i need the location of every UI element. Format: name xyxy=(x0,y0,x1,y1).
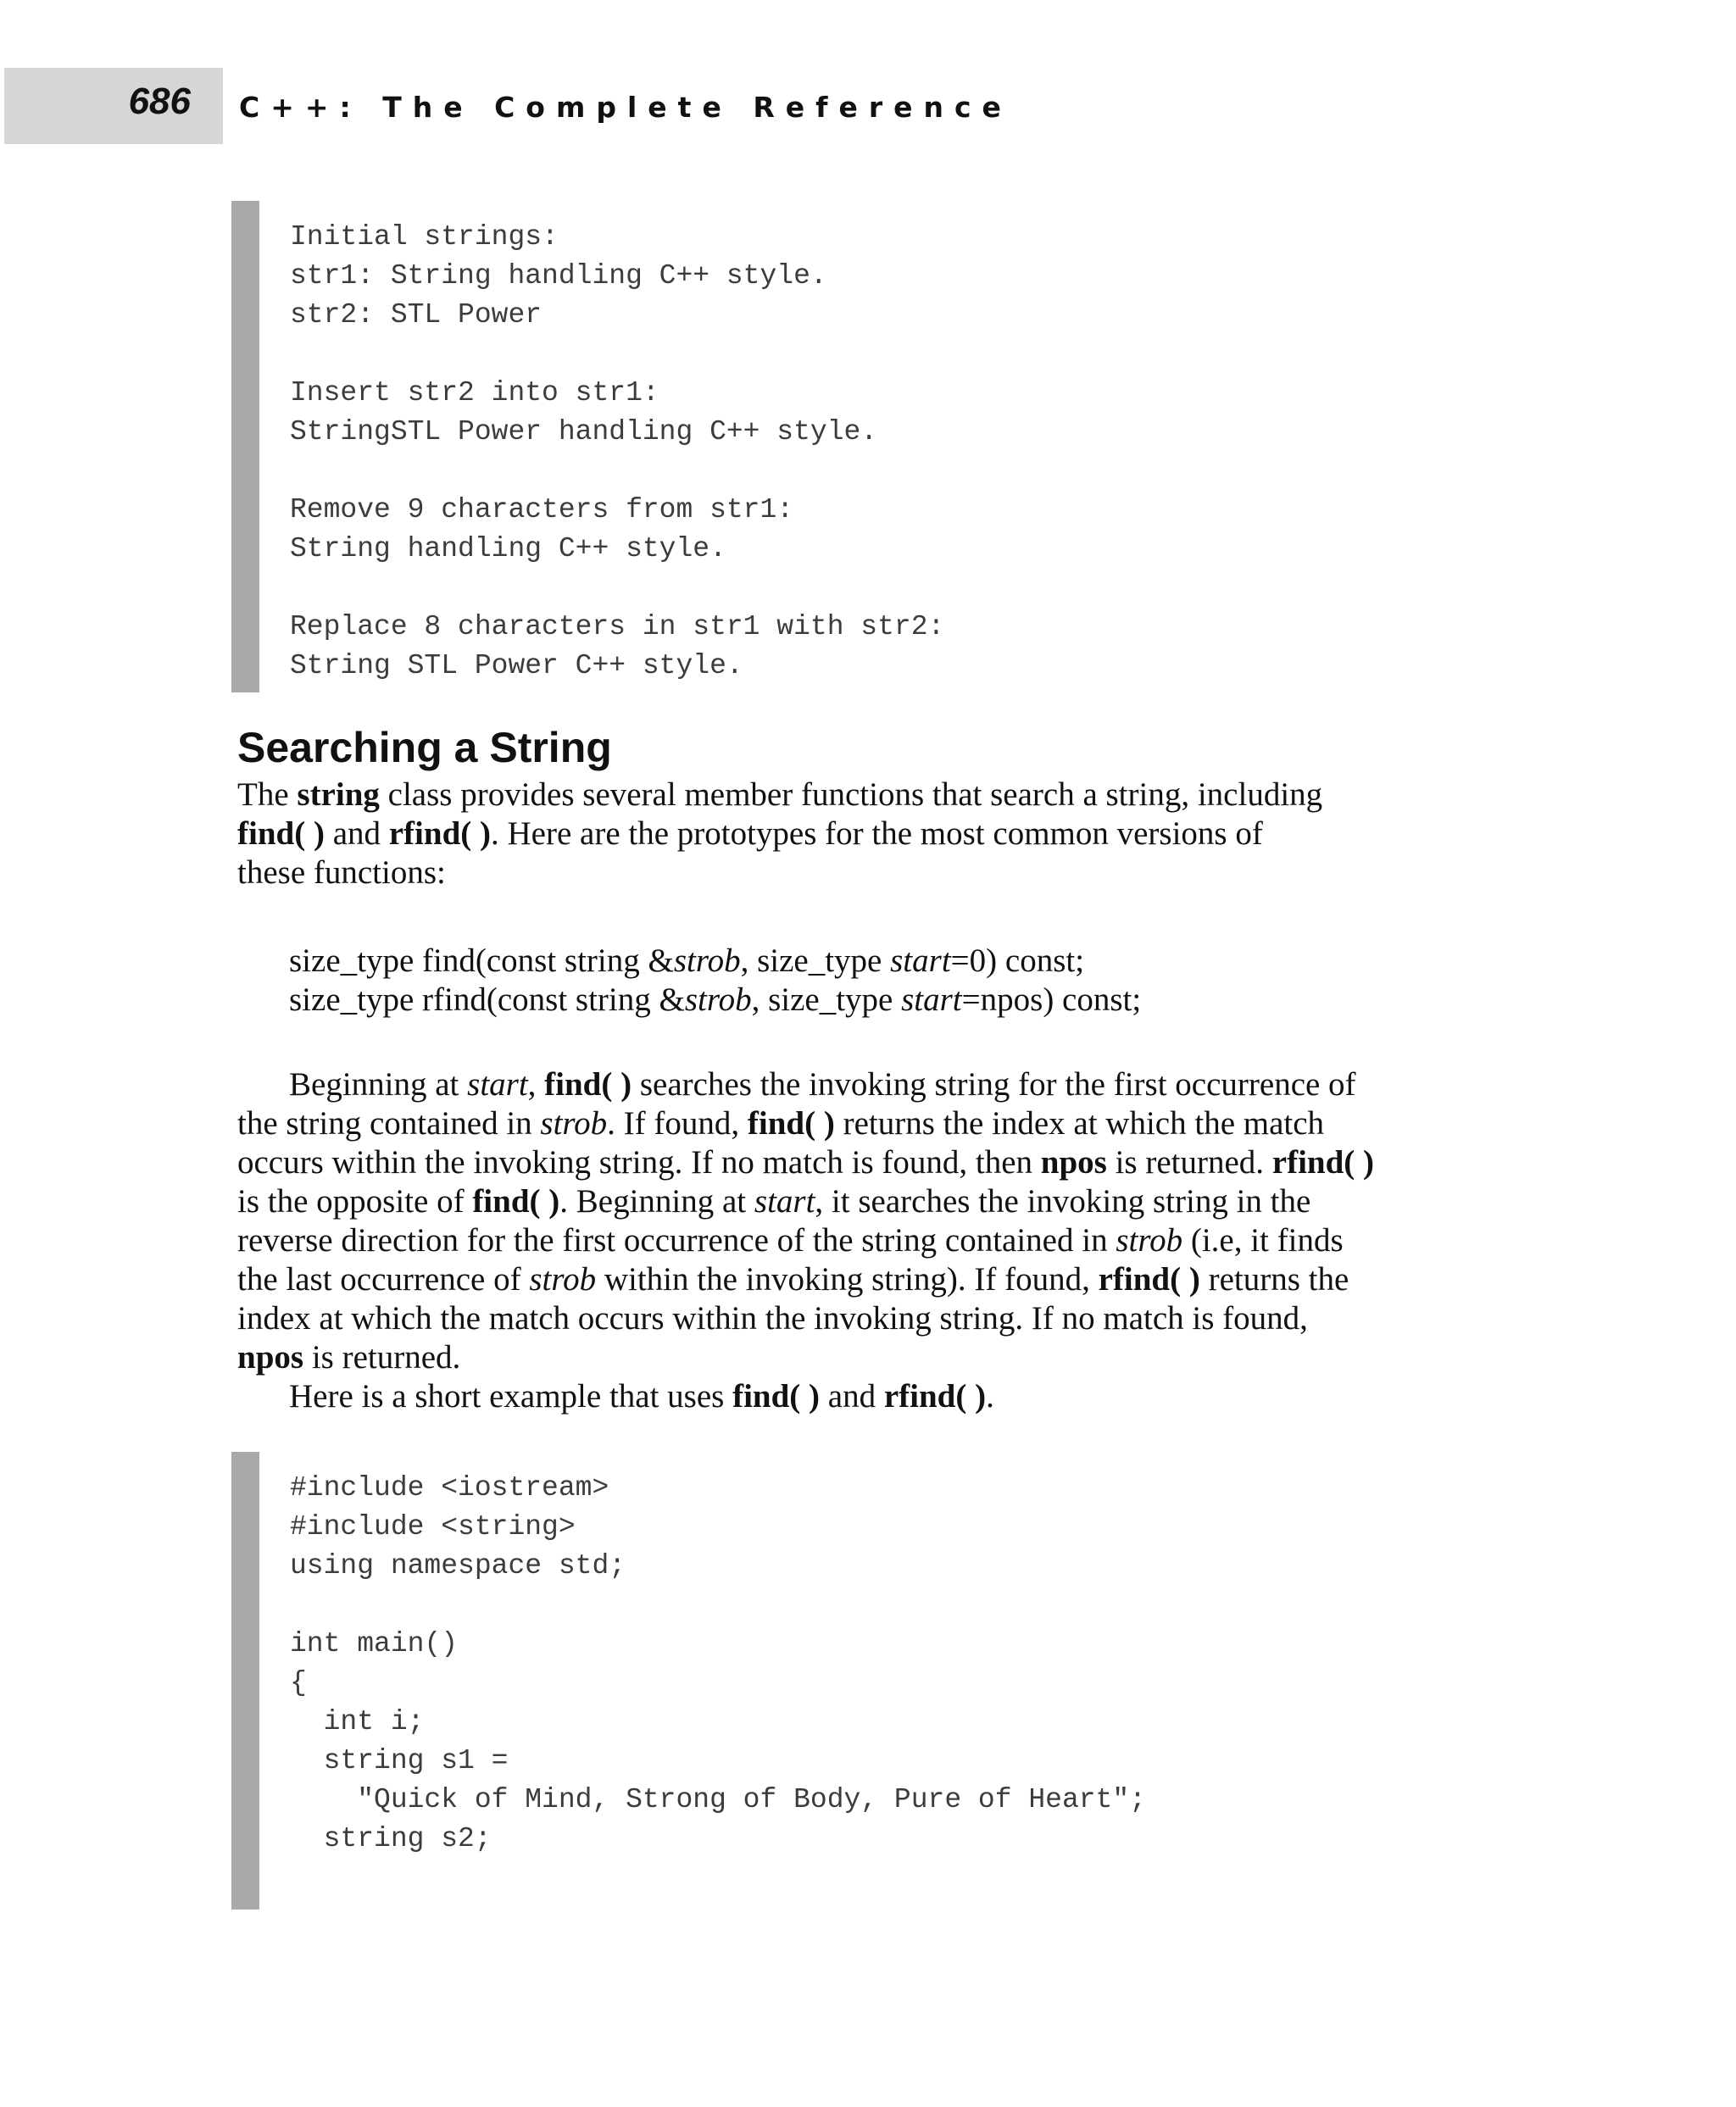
code-line: using namespace std; xyxy=(290,1550,626,1582)
code-line: int i; xyxy=(290,1706,425,1737)
text-run: . If found, xyxy=(607,1105,748,1142)
text-run: The xyxy=(237,776,298,813)
text-run: the string contained in xyxy=(237,1105,541,1142)
text-run: , size_type xyxy=(740,942,891,979)
text-run: =0) const; xyxy=(950,942,1085,979)
output-block xyxy=(231,201,944,692)
text-run: . xyxy=(986,1378,994,1415)
section-heading: Searching a String xyxy=(237,724,612,771)
code-line: "Quick of Mind, Strong of Body, Pure of Heart"; xyxy=(290,1784,1146,1815)
text-line xyxy=(237,776,1483,814)
code-term: rfind( ) xyxy=(388,815,491,852)
intro-paragraph xyxy=(237,776,1483,892)
prototype-list xyxy=(289,942,1141,1020)
text-line: index at which the match occurs within the invoking string. If no match is found, xyxy=(237,1300,1308,1337)
code-line: { xyxy=(290,1667,307,1698)
page-number: 686 xyxy=(128,81,191,122)
text-run: (i.e, it finds xyxy=(1182,1222,1344,1259)
text-line xyxy=(237,1260,1483,1299)
code-line: int main() xyxy=(290,1628,459,1659)
text-run: is the opposite of xyxy=(237,1183,473,1220)
param-name: start xyxy=(754,1183,815,1220)
param-name: start xyxy=(901,981,962,1018)
code-line: string s2; xyxy=(290,1823,492,1854)
text-run: size_type rfind(const string & xyxy=(289,981,685,1018)
code-term: rfind( ) xyxy=(1271,1144,1375,1181)
text-line xyxy=(237,1143,1483,1182)
code-term: rfind( ) xyxy=(1098,1261,1200,1298)
code-term: find( ) xyxy=(747,1105,835,1142)
code-term: find( ) xyxy=(472,1183,560,1220)
text-run: . Beginning at xyxy=(559,1183,754,1220)
code-term: rfind( ) xyxy=(883,1378,987,1415)
output-line xyxy=(259,452,944,491)
output-line xyxy=(259,569,944,608)
prototype-rfind xyxy=(289,981,1141,1020)
text-line xyxy=(237,1221,1483,1260)
param-name: strob xyxy=(673,942,741,979)
text-line xyxy=(237,1182,1483,1221)
description-paragraph xyxy=(237,1065,1483,1416)
param-name: strob xyxy=(684,981,752,1018)
output-line xyxy=(259,335,944,374)
code-term: npos xyxy=(237,1339,304,1376)
output-line: str1: String handling C++ style. xyxy=(290,260,827,292)
text-run: occurs within the invoking string. If no match is found, then xyxy=(237,1144,1041,1181)
text-run: . Here are the prototypes for the most common versions of xyxy=(491,815,1263,852)
code-line xyxy=(259,1586,1146,1625)
output-line: Remove 9 characters from str1: xyxy=(290,494,794,525)
output-line: Initial strings: xyxy=(290,221,559,253)
text-run: , it searches the invoking string in the xyxy=(815,1183,1311,1220)
code-line: #include <iostream> xyxy=(290,1472,609,1504)
output-line: String handling C++ style. xyxy=(290,533,726,564)
prototype-find xyxy=(289,942,1141,981)
text-run: , size_type xyxy=(751,981,902,1018)
param-name: strob xyxy=(1116,1222,1183,1259)
output-line: Replace 8 characters in str1 with str2: xyxy=(290,611,945,642)
code-term: find( ) xyxy=(544,1066,632,1103)
text-run: =npos) const; xyxy=(961,981,1142,1018)
param-name: strob xyxy=(529,1261,597,1298)
text-run: returns the index at which the match xyxy=(834,1105,1325,1142)
text-run: reverse direction for the first occurrence of the string contained in xyxy=(237,1222,1116,1259)
code-term: npos xyxy=(1040,1144,1107,1181)
code-line: string s1 = xyxy=(290,1745,509,1776)
output-line: StringSTL Power handling C++ style. xyxy=(290,416,878,448)
output-line: str2: STL Power xyxy=(290,299,542,331)
text-line xyxy=(237,1377,1483,1416)
text-run: , xyxy=(527,1066,545,1103)
page-number-box xyxy=(4,68,223,144)
text-run: returns the xyxy=(1199,1261,1349,1298)
code-term: find( ) xyxy=(732,1378,821,1415)
param-name: strob xyxy=(540,1105,608,1142)
text-run: size_type find(const string & xyxy=(289,942,674,979)
text-run: the last occurrence of xyxy=(237,1261,530,1298)
output-line: String STL Power C++ style. xyxy=(290,650,743,681)
text-line xyxy=(237,1104,1483,1143)
text-line xyxy=(237,1338,1483,1377)
text-line xyxy=(237,814,1483,853)
code-line: #include <string> xyxy=(290,1511,576,1543)
text-run: class provides several member functions that search a string, including xyxy=(379,776,1323,813)
param-name: start xyxy=(890,942,951,979)
running-head: C++: The Complete Reference xyxy=(239,91,1012,124)
code-term: string xyxy=(297,776,380,813)
code-term: find( ) xyxy=(237,815,325,852)
text-run: searches the invoking string for the first occurrence of xyxy=(632,1066,1356,1103)
text-run: and xyxy=(324,815,389,852)
param-name: start xyxy=(467,1066,528,1103)
text-line: these functions: xyxy=(237,854,446,891)
text-run: is returned. xyxy=(303,1339,461,1376)
text-run: and xyxy=(820,1378,884,1415)
text-run: is returned. xyxy=(1106,1144,1272,1181)
text-run: Beginning at xyxy=(289,1066,468,1103)
output-line: Insert str2 into str1: xyxy=(290,377,659,409)
text-run: within the invoking string). If found, xyxy=(596,1261,1099,1298)
text-run: Here is a short example that uses xyxy=(289,1378,733,1415)
text-line xyxy=(237,1065,1483,1104)
code-listing xyxy=(231,1452,1146,1910)
